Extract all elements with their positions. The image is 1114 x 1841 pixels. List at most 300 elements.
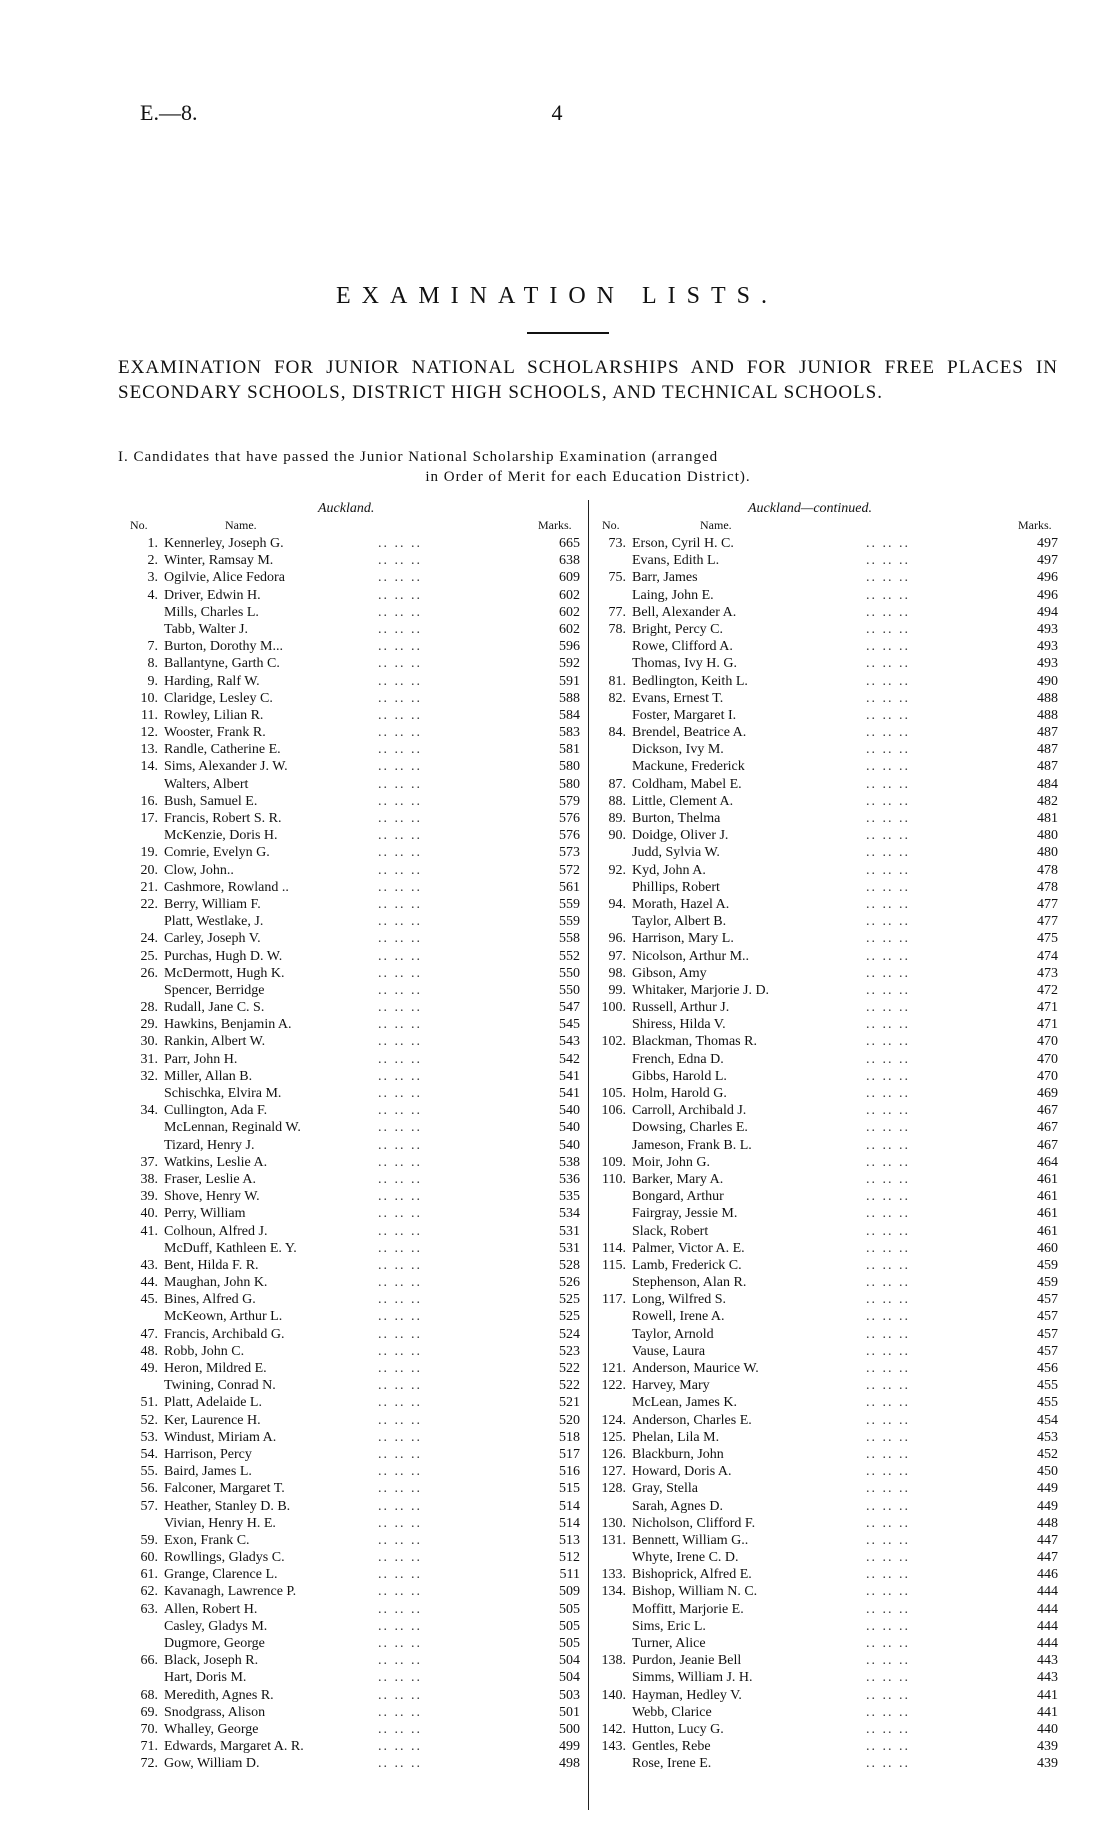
- candidate-name: Taylor, Albert B.: [632, 914, 727, 930]
- entry-number: 51.: [140, 1395, 158, 1411]
- entry-number: 71.: [140, 1739, 158, 1755]
- document-subtitle: EXAMINATION FOR JUNIOR NATIONAL SCHOLARSHIPS AND FOR JUNIOR FREE PLACES IN SECONDARY SCHOOLS, DISTRICT HIGH SCHOOLS, AND TECHNICAL SCHOOLS.: [118, 357, 1058, 403]
- list-item: [128, 1755, 580, 1772]
- leader-dots: .. .. ..: [866, 1171, 910, 1187]
- candidate-name: Sarah, Agnes D.: [632, 1498, 723, 1514]
- candidate-name: Kyd, John A.: [632, 862, 706, 878]
- leader-dots: .. .. ..: [866, 621, 910, 637]
- list-item: [596, 1051, 1058, 1068]
- list-item: [128, 1188, 580, 1205]
- leader-dots: .. .. ..: [866, 1464, 910, 1480]
- leader-dots: .. .. ..: [378, 1498, 422, 1514]
- marks-value: 550: [559, 982, 580, 998]
- marks-value: 522: [559, 1378, 580, 1394]
- list-item: [128, 1377, 580, 1394]
- list-item: [596, 913, 1058, 930]
- leader-dots: .. .. ..: [866, 673, 910, 689]
- list-item: [596, 552, 1058, 569]
- marks-value: 467: [1037, 1103, 1058, 1119]
- leader-dots: .. .. ..: [866, 1498, 910, 1514]
- right-column-list: [596, 535, 1058, 1773]
- candidate-name: Berry, William F.: [164, 896, 261, 912]
- list-item: [128, 844, 580, 861]
- leader-dots: .. .. ..: [378, 811, 422, 826]
- candidate-name: Anderson, Charles E.: [632, 1412, 752, 1428]
- list-item: [128, 1274, 580, 1291]
- candidate-name: Robb, John C.: [164, 1343, 245, 1359]
- candidate-name: Purchas, Hugh D. W.: [164, 948, 283, 964]
- marks-value: 512: [559, 1550, 580, 1566]
- entry-number: 97.: [608, 948, 626, 964]
- leader-dots: .. .. ..: [378, 1550, 422, 1566]
- list-item: [128, 1119, 580, 1136]
- marks-value: 497: [1037, 553, 1058, 569]
- marks-value: 467: [1037, 1120, 1058, 1136]
- leader-dots: .. .. ..: [378, 1223, 422, 1239]
- list-item: [128, 1549, 580, 1566]
- marks-value: 471: [1037, 1017, 1058, 1033]
- candidate-name: Brendel, Beatrice A.: [632, 725, 747, 741]
- leader-dots: .. .. ..: [378, 1584, 422, 1600]
- candidate-name: Coldham, Mabel E.: [632, 776, 742, 792]
- entry-number: 7.: [147, 639, 158, 655]
- leader-dots: .. .. ..: [378, 965, 422, 981]
- entry-number: 55.: [140, 1464, 158, 1480]
- leader-dots: .. .. ..: [866, 948, 910, 964]
- entry-number: 106.: [601, 1103, 626, 1119]
- list-item: [596, 1068, 1058, 1085]
- list-item: [596, 793, 1058, 810]
- list-item: [596, 1635, 1058, 1652]
- candidate-name: Kennerley, Joseph G.: [164, 536, 284, 551]
- list-item: [596, 810, 1058, 827]
- candidate-name: Driver, Edwin H.: [164, 587, 261, 603]
- candidate-name: Rowley, Lilian R.: [164, 707, 264, 723]
- leader-dots: .. .. ..: [866, 656, 910, 672]
- entry-number: 24.: [140, 931, 158, 947]
- candidate-name: Anderson, Maurice W.: [632, 1361, 759, 1376]
- leader-dots: .. .. ..: [378, 982, 422, 998]
- marks-value: 609: [559, 570, 580, 586]
- marks-value: 459: [1037, 1257, 1058, 1273]
- list-item: [596, 1601, 1058, 1618]
- list-item: [596, 638, 1058, 655]
- leader-dots: .. .. ..: [378, 553, 422, 569]
- leader-dots: .. .. ..: [866, 982, 910, 998]
- marks-value: 448: [1037, 1515, 1058, 1531]
- list-item: [596, 1119, 1058, 1136]
- candidate-name: Doidge, Oliver J.: [632, 828, 729, 844]
- entry-number: 62.: [140, 1584, 158, 1600]
- leader-dots: .. .. ..: [866, 604, 910, 620]
- list-item: [128, 1137, 580, 1154]
- candidate-name: Tabb, Walter J.: [164, 621, 248, 637]
- leader-dots: .. .. ..: [378, 896, 422, 912]
- candidate-name: Mackune, Frederick: [632, 759, 745, 775]
- entry-number: 126.: [601, 1446, 626, 1462]
- entry-number: 127.: [601, 1464, 626, 1480]
- candidate-name: Francis, Robert S. R.: [164, 811, 282, 826]
- left-header-name: Name.: [225, 518, 257, 532]
- candidate-name: Vause, Laura: [632, 1343, 706, 1359]
- leader-dots: .. .. ..: [378, 1567, 422, 1583]
- right-header-marks: Marks.: [1018, 518, 1052, 532]
- leader-dots: .. .. ..: [378, 1000, 422, 1016]
- marks-value: 596: [559, 639, 580, 655]
- marks-value: 439: [1037, 1756, 1058, 1772]
- leader-dots: .. .. ..: [866, 1550, 910, 1566]
- candidate-name: Taylor, Arnold: [632, 1326, 714, 1342]
- entry-number: 30.: [140, 1034, 158, 1050]
- list-item: [596, 1446, 1058, 1463]
- marks-value: 534: [559, 1206, 580, 1222]
- leader-dots: .. .. ..: [866, 1292, 910, 1308]
- leader-dots: .. .. ..: [378, 1464, 422, 1480]
- list-item: [128, 1412, 580, 1429]
- candidate-name: Rowell, Irene A.: [632, 1309, 725, 1325]
- marks-value: 469: [1037, 1086, 1058, 1101]
- leader-dots: .. .. ..: [378, 759, 422, 775]
- entry-number: 130.: [601, 1515, 626, 1531]
- leader-dots: .. .. ..: [866, 742, 910, 758]
- candidate-name: Ogilvie, Alice Fedora: [164, 570, 285, 586]
- list-item: [128, 1205, 580, 1222]
- candidate-name: Heather, Stanley D. B.: [164, 1498, 291, 1514]
- marks-value: 528: [559, 1257, 580, 1273]
- list-item: [128, 1016, 580, 1033]
- candidate-name: Bent, Hilda F. R.: [164, 1257, 259, 1273]
- list-item: [596, 673, 1058, 690]
- entry-number: 82.: [608, 690, 626, 706]
- list-item: [128, 1704, 580, 1721]
- leader-dots: .. .. ..: [866, 1309, 910, 1325]
- list-item: [596, 621, 1058, 638]
- list-item: [128, 1033, 580, 1050]
- marks-value: 513: [559, 1532, 580, 1548]
- entry-number: 57.: [140, 1498, 158, 1514]
- candidate-name: Heron, Mildred E.: [164, 1361, 267, 1376]
- leader-dots: .. .. ..: [866, 1068, 910, 1084]
- candidate-name: Twining, Conrad N.: [164, 1378, 276, 1394]
- candidate-name: Little, Clement A.: [632, 793, 734, 809]
- leader-dots: .. .. ..: [866, 1103, 910, 1119]
- candidate-name: Whyte, Irene C. D.: [632, 1550, 739, 1566]
- marks-value: 514: [559, 1515, 580, 1531]
- marks-value: 541: [559, 1086, 580, 1101]
- marks-value: 487: [1037, 759, 1058, 775]
- candidate-name: Harrison, Percy: [164, 1446, 252, 1462]
- left-header-marks: Marks.: [538, 518, 572, 532]
- list-item: [596, 1257, 1058, 1274]
- list-item: [128, 1652, 580, 1669]
- marks-value: 543: [559, 1034, 580, 1050]
- candidate-name: Ker, Laurence H.: [164, 1412, 261, 1428]
- leader-dots: .. .. ..: [378, 1601, 422, 1617]
- entry-number: 134.: [601, 1584, 626, 1600]
- candidate-name: Thomas, Ivy H. G.: [632, 656, 737, 672]
- entry-number: 40.: [140, 1206, 158, 1222]
- leader-dots: .. .. ..: [378, 862, 422, 878]
- marks-value: 467: [1037, 1137, 1058, 1153]
- marks-value: 484: [1037, 776, 1058, 792]
- list-item: [596, 707, 1058, 724]
- candidate-name: Maughan, John K.: [164, 1275, 268, 1291]
- candidate-name: Wooster, Frank R.: [164, 725, 266, 741]
- candidate-name: Gray, Stella: [632, 1481, 698, 1497]
- marks-value: 505: [559, 1618, 580, 1634]
- list-item: [128, 1618, 580, 1635]
- candidate-name: Grange, Clarence L.: [164, 1567, 278, 1583]
- list-item: [596, 776, 1058, 793]
- list-item: [596, 1755, 1058, 1772]
- list-item: [596, 690, 1058, 707]
- marks-value: 550: [559, 965, 580, 981]
- marks-value: 504: [559, 1653, 580, 1669]
- list-item: [596, 569, 1058, 586]
- list-item: [128, 1566, 580, 1583]
- leader-dots: .. .. ..: [378, 1292, 422, 1308]
- candidate-name: Whalley, George: [164, 1721, 259, 1737]
- candidate-name: Jameson, Frank B. L.: [632, 1137, 752, 1153]
- candidate-name: Harrison, Mary L.: [632, 931, 734, 947]
- candidate-name: Sims, Eric L.: [632, 1618, 706, 1634]
- leader-dots: .. .. ..: [866, 965, 910, 981]
- leader-dots: .. .. ..: [378, 1068, 422, 1084]
- leader-dots: .. .. ..: [378, 742, 422, 758]
- candidate-name: Rose, Irene E.: [632, 1756, 712, 1772]
- list-item: [128, 741, 580, 758]
- candidate-name: Gentles, Rebe: [632, 1739, 711, 1755]
- entry-number: 138.: [601, 1653, 626, 1669]
- candidate-name: Cashmore, Rowland ..: [164, 879, 289, 895]
- marks-value: 443: [1037, 1670, 1058, 1686]
- list-item: [128, 1446, 580, 1463]
- leader-dots: .. .. ..: [378, 1171, 422, 1187]
- marks-value: 515: [559, 1481, 580, 1497]
- marks-value: 517: [559, 1446, 580, 1462]
- candidate-name: Bush, Samuel E.: [164, 793, 258, 809]
- marks-value: 455: [1037, 1378, 1058, 1394]
- marks-value: 498: [559, 1756, 580, 1772]
- candidate-name: Hart, Doris M.: [164, 1670, 247, 1686]
- entry-number: 72.: [140, 1756, 158, 1772]
- list-item: [128, 1291, 580, 1308]
- leader-dots: .. .. ..: [378, 1670, 422, 1686]
- candidate-name: Shiress, Hilda V.: [632, 1017, 726, 1033]
- list-item: [128, 1480, 580, 1497]
- entry-number: 140.: [601, 1687, 626, 1703]
- marks-value: 559: [559, 896, 580, 912]
- marks-value: 516: [559, 1464, 580, 1480]
- leader-dots: .. .. ..: [378, 1275, 422, 1291]
- list-item: [128, 1721, 580, 1738]
- marks-value: 449: [1037, 1498, 1058, 1514]
- list-item: [596, 1240, 1058, 1257]
- marks-value: 591: [559, 673, 580, 689]
- leader-dots: .. .. ..: [866, 1687, 910, 1703]
- list-item: [128, 1343, 580, 1360]
- marks-value: 540: [559, 1103, 580, 1119]
- entry-number: 37.: [140, 1154, 158, 1170]
- leader-dots: .. .. ..: [866, 776, 910, 792]
- entry-number: 14.: [140, 759, 158, 775]
- leader-dots: .. .. ..: [378, 1240, 422, 1256]
- leader-dots: .. .. ..: [866, 1670, 910, 1686]
- marks-value: 558: [559, 931, 580, 947]
- list-item: [128, 1257, 580, 1274]
- candidate-name: Webb, Clarice: [632, 1704, 712, 1720]
- entry-number: 63.: [140, 1601, 158, 1617]
- marks-value: 531: [559, 1223, 580, 1239]
- leader-dots: .. .. ..: [378, 690, 422, 706]
- leader-dots: .. .. ..: [866, 845, 910, 861]
- marks-value: 665: [559, 536, 580, 551]
- marks-value: 452: [1037, 1446, 1058, 1462]
- entry-number: 47.: [140, 1326, 158, 1342]
- candidate-name: Fairgray, Jessie M.: [632, 1206, 738, 1222]
- candidate-name: Snodgrass, Alison: [164, 1704, 266, 1720]
- entry-number: 114.: [602, 1240, 626, 1256]
- candidate-name: Vivian, Henry H. E.: [164, 1515, 276, 1531]
- entry-number: 59.: [140, 1532, 158, 1548]
- candidate-name: Dowsing, Charles E.: [632, 1120, 748, 1136]
- leader-dots: .. .. ..: [866, 1756, 910, 1772]
- leader-dots: .. .. ..: [866, 1051, 910, 1067]
- marks-value: 493: [1037, 621, 1058, 637]
- marks-value: 475: [1037, 931, 1058, 947]
- entry-number: 70.: [140, 1721, 158, 1737]
- list-item: [596, 741, 1058, 758]
- page-number: 4: [551, 100, 563, 125]
- marks-value: 471: [1037, 1000, 1058, 1016]
- candidate-name: Bennett, William G..: [632, 1532, 749, 1548]
- leader-dots: .. .. ..: [378, 1309, 422, 1325]
- marks-value: 480: [1037, 828, 1058, 844]
- list-item: [128, 965, 580, 982]
- leader-dots: .. .. ..: [378, 845, 422, 861]
- list-item: [128, 1583, 580, 1600]
- entry-number: 56.: [140, 1481, 158, 1497]
- marks-value: 499: [559, 1739, 580, 1755]
- list-item: [128, 1601, 580, 1618]
- entry-number: 16.: [140, 793, 158, 809]
- marks-value: 441: [1037, 1687, 1058, 1703]
- candidate-name: Russell, Arthur J.: [632, 1000, 730, 1016]
- entry-number: 60.: [140, 1550, 158, 1566]
- list-item: [596, 1652, 1058, 1669]
- marks-value: 472: [1037, 982, 1058, 998]
- entry-number: 53.: [140, 1429, 158, 1445]
- entry-number: 133.: [601, 1567, 626, 1583]
- marks-value: 505: [559, 1601, 580, 1617]
- list-item: [596, 896, 1058, 913]
- candidate-name: Bright, Percy C.: [632, 621, 723, 637]
- marks-value: 520: [559, 1412, 580, 1428]
- marks-value: 579: [559, 793, 580, 809]
- list-item: [128, 638, 580, 655]
- marks-value: 559: [559, 914, 580, 930]
- candidate-name: Lamb, Frederick C.: [632, 1257, 742, 1273]
- list-item: [596, 1463, 1058, 1480]
- list-item: [128, 1498, 580, 1515]
- marks-value: 526: [559, 1275, 580, 1291]
- candidate-name: Randle, Catherine E.: [164, 742, 281, 758]
- candidate-name: Comrie, Evelyn G.: [164, 845, 270, 861]
- leader-dots: .. .. ..: [378, 1051, 422, 1067]
- list-item: [128, 982, 580, 999]
- entry-number: 89.: [608, 811, 626, 826]
- candidate-name: Carley, Joseph V.: [164, 931, 261, 947]
- candidate-name: Blackburn, John: [632, 1446, 724, 1462]
- leader-dots: .. .. ..: [378, 1687, 422, 1703]
- list-item: [596, 1583, 1058, 1600]
- list-item: [128, 1429, 580, 1446]
- entry-number: 98.: [608, 965, 626, 981]
- candidate-name: McKenzie, Doris H.: [164, 828, 278, 844]
- leader-dots: .. .. ..: [378, 1343, 422, 1359]
- entry-number: 20.: [140, 862, 158, 878]
- candidate-name: Spencer, Berridge: [164, 982, 265, 998]
- entry-number: 117.: [602, 1292, 626, 1308]
- candidate-name: Simms, William J. H.: [632, 1670, 753, 1686]
- candidate-name: Moir, John G.: [632, 1154, 710, 1170]
- marks-value: 542: [559, 1051, 580, 1067]
- leader-dots: .. .. ..: [866, 896, 910, 912]
- marks-value: 584: [559, 707, 580, 723]
- candidate-name: Bedlington, Keith L.: [632, 673, 748, 689]
- entry-number: 128.: [601, 1481, 626, 1497]
- leader-dots: .. .. ..: [378, 1378, 422, 1394]
- candidate-name: Gibbs, Harold L.: [632, 1068, 727, 1084]
- leader-dots: .. .. ..: [866, 1240, 910, 1256]
- leader-dots: .. .. ..: [378, 1017, 422, 1033]
- marks-value: 547: [559, 1000, 580, 1016]
- candidate-name: Rankin, Albert W.: [164, 1034, 266, 1050]
- entry-number: 28.: [140, 1000, 158, 1016]
- candidate-name: Holm, Harold G.: [632, 1086, 727, 1101]
- leader-dots: .. .. ..: [866, 1154, 910, 1170]
- list-item: [596, 948, 1058, 965]
- candidate-name: Harding, Ralf W.: [164, 673, 260, 689]
- entry-number: 115.: [602, 1257, 626, 1273]
- marks-value: 503: [559, 1687, 580, 1703]
- marks-value: 572: [559, 862, 580, 878]
- marks-value: 446: [1037, 1567, 1058, 1583]
- leader-dots: .. .. ..: [866, 725, 910, 741]
- candidate-name: McLean, James K.: [632, 1395, 737, 1411]
- list-item: [596, 862, 1058, 879]
- marks-value: 439: [1037, 1739, 1058, 1755]
- list-item: [596, 1016, 1058, 1033]
- candidate-name: Palmer, Victor A. E.: [632, 1240, 745, 1256]
- leader-dots: .. .. ..: [866, 1017, 910, 1033]
- leader-dots: .. .. ..: [866, 1618, 910, 1634]
- list-item: [128, 1687, 580, 1704]
- candidate-name: Platt, Adelaide L.: [164, 1395, 262, 1411]
- candidate-name: Clow, John..: [164, 862, 234, 878]
- candidate-name: Bishoprick, Alfred E.: [632, 1567, 752, 1583]
- marks-value: 482: [1037, 793, 1058, 809]
- candidate-name: Nicholson, Clifford F.: [632, 1515, 756, 1531]
- leader-dots: .. .. ..: [866, 811, 910, 826]
- entry-number: 100.: [601, 1000, 626, 1016]
- list-item: [596, 1566, 1058, 1583]
- entry-number: 44.: [140, 1275, 158, 1291]
- candidate-name: Windust, Miriam A.: [164, 1429, 277, 1445]
- entry-number: 39.: [140, 1189, 158, 1205]
- marks-value: 496: [1037, 587, 1058, 603]
- leader-dots: .. .. ..: [866, 1361, 910, 1376]
